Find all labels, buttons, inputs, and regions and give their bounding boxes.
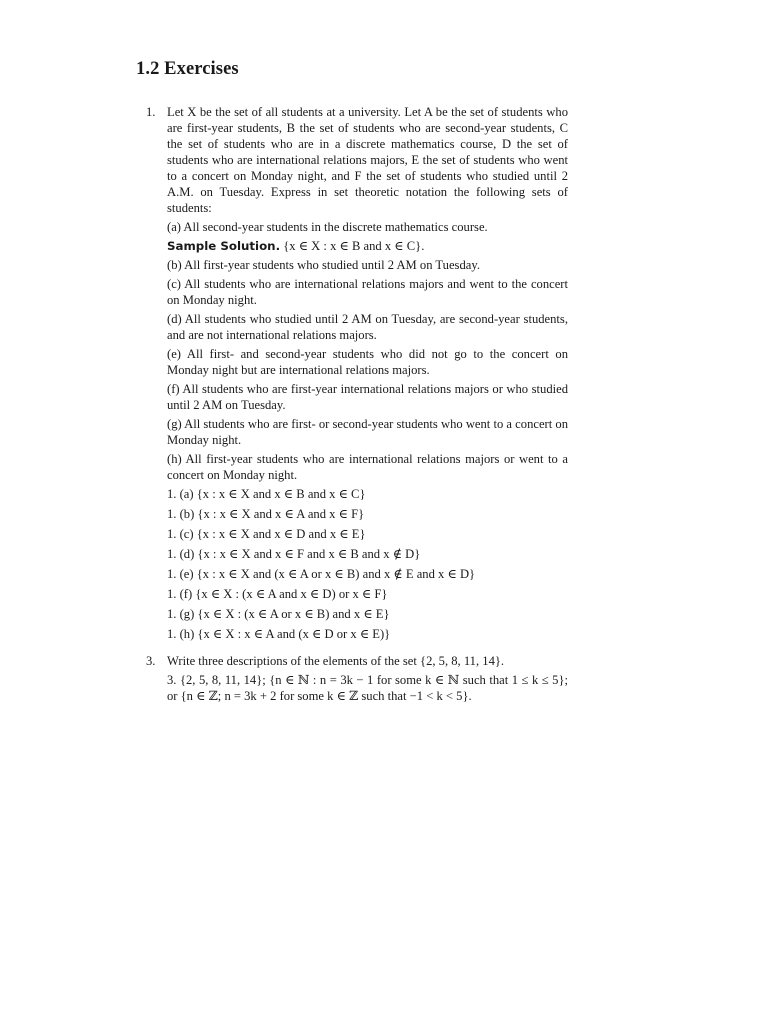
part-e: (e) All first- and second-year students who did not go to the concert on Monday night but are international relations majors. bbox=[167, 347, 568, 377]
sample-solution bbox=[167, 238, 568, 254]
problem-3 bbox=[146, 653, 568, 704]
sample-solution-label: Sample Solution. bbox=[167, 239, 281, 253]
problem-number: 3. bbox=[146, 654, 156, 668]
part-a: (a) All second-year students in the discrete mathematics course. bbox=[167, 220, 488, 234]
answer-f: 1. (f) {x ∈ X : (x ∈ A and x ∈ D) or x ∈ F} bbox=[167, 587, 388, 601]
problem-number: 1. bbox=[146, 105, 156, 119]
problem-body bbox=[167, 653, 568, 704]
answer-h: 1. (h) {x ∈ X : x ∈ A and (x ∈ D or x ∈ E)} bbox=[167, 627, 391, 641]
part-d: (d) All students who studied until 2 AM on Tuesday, are second-year students, and are not international relations majors. bbox=[167, 312, 568, 342]
answer-e: 1. (e) {x : x ∈ X and (x ∈ A or x ∈ B) and x ∉ E and x ∈ D} bbox=[167, 567, 476, 581]
problem-statement: Let X be the set of all students at a university. Let A be the set of students who are first-year students, B the set of students who are second-year students, C the set of students who are in a discrete mathematics course, D the set of students who are international relations majors, E the set of students who went to a concert on Monday night, and F the set of students who studied until 2 A.M. on Tuesday. Express in set theoretic notation the following sets of students: bbox=[167, 105, 568, 215]
part-b: (b) All first-year students who studied until 2 AM on Tuesday. bbox=[167, 258, 480, 272]
answer-list bbox=[167, 484, 568, 644]
part-c: (c) All students who are international relations majors and went to the concert on Monday night. bbox=[167, 277, 568, 307]
answer-g: 1. (g) {x ∈ X : (x ∈ A or x ∈ B) and x ∈ E} bbox=[167, 607, 390, 621]
answer-c: 1. (c) {x : x ∈ X and x ∈ D and x ∈ E} bbox=[167, 527, 366, 541]
answer-a: 1. (a) {x : x ∈ X and x ∈ B and x ∈ C} bbox=[167, 487, 366, 501]
problem-1 bbox=[146, 104, 568, 644]
problem-statement: Write three descriptions of the elements of the set {2, 5, 8, 11, 14}. bbox=[167, 654, 505, 668]
part-f: (f) All students who are first-year international relations majors or who studied until 2 AM on Tuesday. bbox=[167, 382, 568, 412]
part-g: (g) All students who are first- or second-year students who went to a concert on Monday night. bbox=[167, 417, 568, 447]
answer-3: 3. {2, 5, 8, 11, 14}; {n ∈ ℕ : n = 3k − 1 for some k ∈ ℕ such that 1 ≤ k ≤ 5}; or {n ∈ ℤ; n = 3k + 2 for some k ∈ ℤ such that −1 < k < 5}. bbox=[167, 673, 568, 703]
part-h: (h) All first-year students who are international relations majors or went to a concert on Monday night. bbox=[167, 452, 568, 482]
answer-d: 1. (d) {x : x ∈ X and x ∈ F and x ∈ B and x ∉ D} bbox=[167, 547, 421, 561]
problem-body bbox=[167, 104, 568, 644]
answer-b: 1. (b) {x : x ∈ X and x ∈ A and x ∈ F} bbox=[167, 507, 365, 521]
section-title: 1.2 Exercises bbox=[136, 59, 239, 79]
sample-solution-text: {x ∈ X : x ∈ B and x ∈ C}. bbox=[283, 239, 425, 253]
